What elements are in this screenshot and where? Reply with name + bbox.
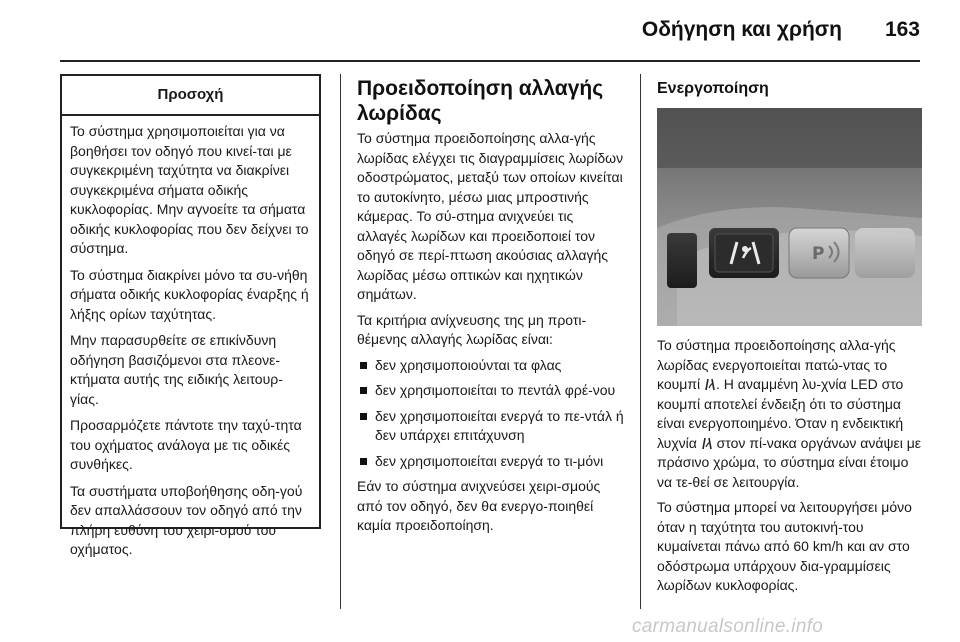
lane-departure-section bbox=[357, 74, 627, 542]
list-item: δεν χρησιμοποιείται ενεργά το πε-ντάλ ή δεν υπάρχει επιτάχυνση bbox=[357, 407, 627, 446]
section-title: Προειδοποίηση αλλαγής λωρίδας bbox=[357, 77, 604, 125]
list-item: δεν χρησιμοποιούνται τα φλας bbox=[357, 356, 627, 376]
activation-paragraph: Το σύστημα μπορεί να λειτουργήσει μόνο όταν η ταχύτητα του αυτοκινή-του κυμαίνεται πάνω από 60 km/h και αν στο οδόστρωμα υπάρχουν δια-γραμμίσεις λωρίδων κυκλοφορίας. bbox=[657, 499, 912, 593]
page-number: 163 bbox=[884, 18, 920, 41]
list-item: δεν χρησιμοποιείται το πεντάλ φρέ-νου bbox=[357, 381, 627, 401]
lane-departure-indicator-icon bbox=[701, 436, 713, 450]
activation-title: Ενεργοποίηση bbox=[657, 80, 769, 97]
criteria-list bbox=[357, 356, 627, 472]
caution-title: Προσοχή bbox=[62, 76, 319, 116]
watermark: carmanualsonline.info bbox=[632, 616, 824, 637]
button-panel-photo bbox=[657, 108, 922, 326]
caution-box bbox=[60, 74, 321, 557]
caution-body bbox=[62, 116, 319, 560]
caution-paragraph: Το σύστημα διακρίνει μόνο τα συ-νήθη σήματα οδικής κυκλοφορίας έναρξης ή λήξης ορίων ταχύτητας. bbox=[70, 266, 309, 322]
caution-paragraph: Μην παρασυρθείτε σε επικίνδυνη οδήγηση βασιζόμενοι στα πλεονε-κτήματα αυτής της ειδικής λειτουρ-γίας. bbox=[70, 332, 283, 407]
criteria-intro: Τα κριτήρια ανίχνευσης της μη προτι-θέμενης αλλαγής λωρίδας είναι: bbox=[357, 311, 587, 347]
caution-paragraph: Τα συστήματα υποβοήθησης οδη-γού δεν απαλλάσσουν τον οδηγό από την πλήρη ευθύνη του χειρι-σμού του οχήματος. bbox=[70, 482, 303, 557]
caution-paragraph: Προσαρμόζετε πάντοτε την ταχύ-τητα του οχήματος ανάλογα με τις οδικές συνθήκες. bbox=[70, 417, 302, 472]
chapter-title: Οδήγηση και χρήση bbox=[641, 18, 842, 41]
activation-section bbox=[657, 74, 922, 602]
lane-departure-icon bbox=[704, 377, 716, 391]
section-intro: Το σύστημα προειδοποίησης αλλα-γής λωρίδας ελέγχει τις διαγραμμίσεις λωρίδων οδοστρώματος, μεταξύ των οποίων κινείται το αυτοκίνητο, μέσω μιας μπροστινής κάμερας. Το σύ-στημα ανιχνεύει τις αλλαγές λωρίδων και προειδοποιεί τον οδηγό σε περί-πτωση ακούσιας αλλαγής λωρίδας μέσω οπτικών και ηχητικών σημάτων. bbox=[357, 130, 624, 302]
activation-paragraph: Το σύστημα προειδοποίησης αλλα-γής λωρίδας ενεργοποιείται πατώ-ντας το κουμπί . Η αναμμένη λυ-χνία LED στο κουμπί αποτελεί ένδειξη ότι το σύστημα είναι ενεργοποιημένο. Όταν η ενδεικτική λυχνία στον πί-νακα οργάνων ανάψει με πράσινο χρώμα, το σύστημα είναι έτοιμο να τε-θεί σε λειτουργία. bbox=[657, 337, 922, 490]
column-divider bbox=[640, 74, 641, 609]
header-rule bbox=[60, 60, 920, 62]
caution-paragraph: Το σύστημα χρησιμοποιείται για να βοηθήσει τον οδηγό που κινεί-ται με συγκεκριμένη ταχύτητα να διακρίνει συγκεκριμένα σήματα οδικής κυκλοφορίας. Μην αγνοείτε τα σήματα οδικής κυκλοφορίας που δεν δείχνει το σύστημα. bbox=[70, 123, 309, 256]
park-assist-label: P bbox=[812, 244, 825, 264]
column-divider bbox=[340, 74, 341, 609]
list-item: δεν χρησιμοποιείται ενεργά το τι-μόνι bbox=[357, 452, 627, 472]
section-closing: Εάν το σύστημα ανιχνεύσει χειρι-σμούς από τον οδηγό, δεν θα ενεργο-ποιηθεί καμία προειδοποίηση. bbox=[357, 478, 601, 533]
